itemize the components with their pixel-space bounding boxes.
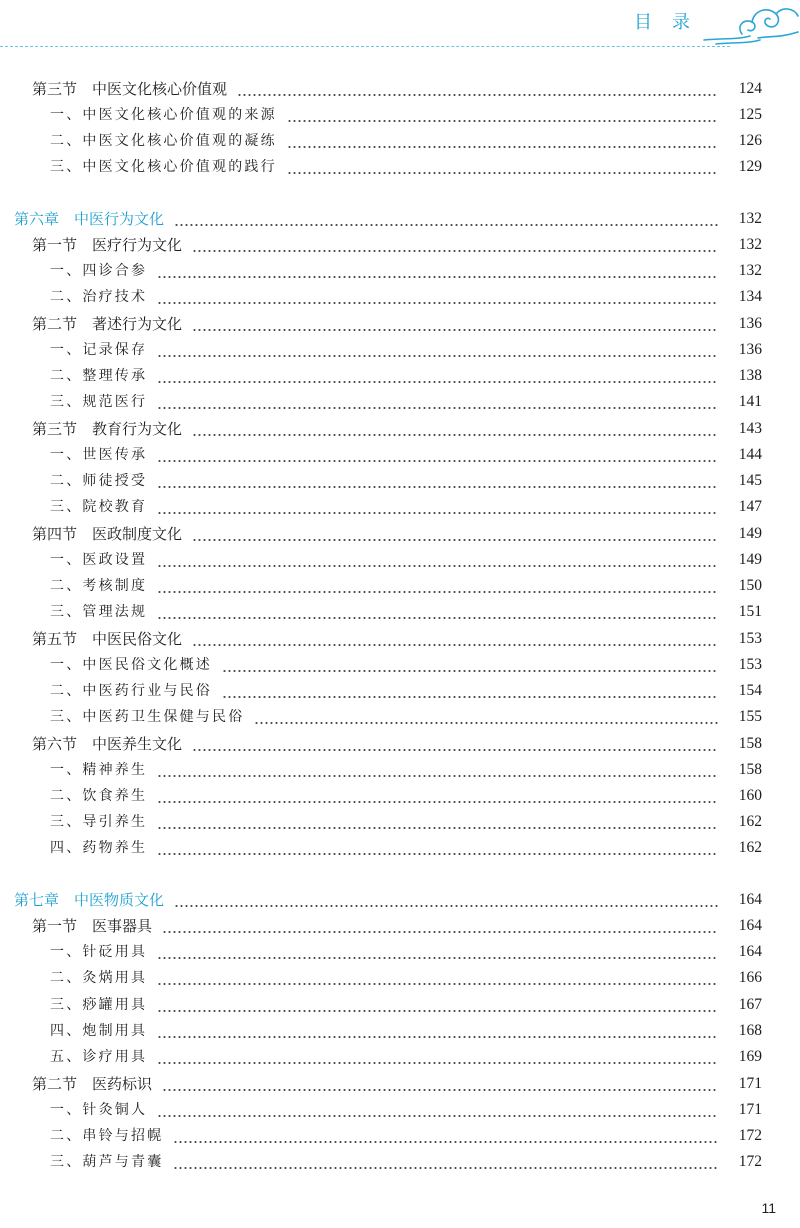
dot-leader [157,1046,718,1068]
toc-entry-title: 三、院校教育 [50,499,148,515]
toc-entry-title: 一、记录保存 [50,342,148,358]
dot-leader [157,811,718,833]
toc-page-number: 138 [738,367,762,384]
toc-entry-item[interactable] [0,783,800,807]
toc-entry-title: 第二节 医药标识 [32,1075,153,1093]
toc-entry-section[interactable] [0,232,800,256]
toc-entry-chapter[interactable] [0,887,800,911]
toc-page-number: 153 [738,630,762,647]
toc-entry-title: 三、痧罐用具 [50,997,148,1013]
toc-entry-title: 二、整理传承 [50,368,148,384]
toc-entry-item[interactable] [0,128,800,152]
dot-leader [157,286,718,308]
toc-page-number: 132 [738,210,762,227]
toc-entry-title: 二、串铃与招幌 [50,1128,164,1144]
toc-page-number: 150 [738,577,762,594]
toc-page-number: 144 [738,446,762,463]
toc-page-number: 136 [738,341,762,358]
toc-entry-item[interactable] [0,573,800,597]
toc-page-number: 129 [738,158,762,175]
toc-page-number: 164 [738,891,762,908]
toc-entry-title: 二、中医文化核心价值观的凝练 [50,133,277,149]
toc-entry-section[interactable] [0,913,800,937]
cloud-ornament-icon [702,0,800,48]
toc-entry-item[interactable] [0,1123,800,1147]
dot-leader [222,654,718,676]
toc-page-number: 151 [738,603,762,620]
toc-page-number: 125 [738,106,762,123]
toc-page-number: 162 [738,839,762,856]
toc-entry-section[interactable] [0,1071,800,1095]
toc-entry-title: 一、针灸铜人 [50,1102,148,1118]
toc-entry-title: 一、医政设置 [50,552,148,568]
toc-entry-title: 二、中医药行业与民俗 [50,683,212,699]
dot-leader [192,628,718,650]
toc-entry-item[interactable] [0,704,800,728]
toc-entry-title: 二、饮食养生 [50,788,148,804]
toc-entry-item[interactable] [0,599,800,623]
dot-leader [157,941,718,963]
dot-leader [192,234,718,256]
toc-page-number: 136 [738,315,762,332]
toc-page-number: 149 [738,525,762,542]
toc-page-number: 153 [738,656,762,673]
toc-entry-title: 第三节 中医文化核心价值观 [32,80,228,98]
toc-entry-title: 五、诊疗用具 [50,1049,148,1065]
toc-entry-item[interactable] [0,102,800,126]
toc-entry-section[interactable] [0,731,800,755]
toc-entry-item[interactable] [0,468,800,492]
toc-entry-item[interactable] [0,1097,800,1121]
toc-page-number: 124 [738,80,762,97]
dot-leader [162,915,718,937]
toc-entry-item[interactable] [0,1018,800,1042]
toc-entry-title: 三、导引养生 [50,814,148,830]
page-number: 11 [761,1200,776,1216]
toc-entry-item[interactable] [0,965,800,989]
toc-entry-section[interactable] [0,521,800,545]
toc-entry-title: 三、管理法规 [50,604,148,620]
toc-page-number: 132 [738,236,762,253]
toc-page-number: 164 [738,917,762,934]
toc-page-number: 171 [738,1075,762,1092]
dot-leader [157,759,718,781]
toc-entry-title: 第四节 医政制度文化 [32,525,183,543]
toc-entry-item[interactable] [0,1044,800,1068]
toc-entry-item[interactable] [0,494,800,518]
toc-entry-title: 四、药物养生 [50,840,148,856]
toc-entry-title: 二、灸焫用具 [50,970,148,986]
toc-page-number: 134 [738,288,762,305]
toc-entry-item[interactable] [0,835,800,859]
toc-page-number: 164 [738,943,762,960]
dot-leader [237,78,718,100]
toc-entry-item[interactable] [0,809,800,833]
toc-entry-title: 一、中医文化核心价值观的来源 [50,107,277,123]
dot-leader [192,523,718,545]
toc-entry-title: 二、治疗技术 [50,289,148,305]
toc-page-number: 147 [738,498,762,515]
toc-entry-title: 一、中医民俗文化概述 [50,657,212,673]
dot-leader [157,365,718,387]
dot-leader [157,470,718,492]
toc-page-number: 126 [738,132,762,149]
dot-leader [157,967,718,989]
dot-leader [222,680,718,702]
toc-page-number: 172 [738,1153,762,1170]
dot-leader [192,313,718,335]
toc-entry-section[interactable] [0,416,800,440]
toc-page-number: 158 [738,761,762,778]
running-header-title: 目录 [634,12,710,33]
toc-entry-title: 第二节 著述行为文化 [32,315,183,333]
dot-leader [157,601,718,623]
toc-entry-title: 二、师徒授受 [50,473,148,489]
toc-entry-section[interactable] [0,626,800,650]
toc-entry-title: 第六章 中医行为文化 [14,210,165,228]
toc-page-number: 172 [738,1127,762,1144]
dot-leader [157,391,718,413]
dot-leader [157,496,718,518]
toc-entry-item[interactable] [0,258,800,282]
toc-entry-item[interactable] [0,154,800,178]
dot-leader [173,1151,718,1173]
toc-entry-section[interactable] [0,311,800,335]
toc-entry-title: 一、精神养生 [50,762,148,778]
toc-page-number: 132 [738,262,762,279]
toc-page-number: 160 [738,787,762,804]
dot-leader [157,549,718,571]
toc-entry-title: 三、中医药卫生保健与民俗 [50,709,245,725]
dot-leader [173,1125,718,1147]
toc-entry-title: 一、四诊合参 [50,263,148,279]
toc-page-number: 158 [738,735,762,752]
toc-entry-title: 第一节 医事器具 [32,917,153,935]
toc-page-number: 143 [738,420,762,437]
dot-leader [157,1099,718,1121]
dot-leader [157,837,718,859]
toc-entry-title: 第三节 教育行为文化 [32,420,183,438]
dot-leader [157,1020,718,1042]
toc-page-number: 167 [738,996,762,1013]
toc-entry-title: 三、规范医行 [50,394,148,410]
toc-entry-item[interactable] [0,284,800,308]
toc-entry-title: 四、炮制用具 [50,1023,148,1039]
dot-leader [287,130,718,152]
dot-leader [157,339,718,361]
dot-leader [174,889,718,911]
toc-entry-item[interactable] [0,547,800,571]
toc-entry-title: 第五节 中医民俗文化 [32,630,183,648]
toc-page-number: 168 [738,1022,762,1039]
toc-page-number: 145 [738,472,762,489]
toc-entry-item[interactable] [0,939,800,963]
toc-entry-chapter[interactable] [0,206,800,230]
toc-entry-item[interactable] [0,757,800,781]
dot-leader [287,156,718,178]
toc-entry-title: 二、考核制度 [50,578,148,594]
dot-leader [192,418,718,440]
toc-page-number: 149 [738,551,762,568]
toc-entry-title: 第一节 医疗行为文化 [32,236,183,254]
toc-entry-item[interactable] [0,389,800,413]
dot-leader [157,575,718,597]
toc-entry-title: 第六节 中医养生文化 [32,735,183,753]
dot-leader [157,444,718,466]
toc-entry-item[interactable] [0,442,800,466]
header-rule [0,46,730,47]
toc-entry-item[interactable] [0,678,800,702]
dot-leader [162,1073,718,1095]
toc-page-number: 155 [738,708,762,725]
toc-entry-title: 三、葫芦与青囊 [50,1154,164,1170]
toc-page-number: 169 [738,1048,762,1065]
toc-entry-item[interactable] [0,992,800,1016]
toc-entry-item[interactable] [0,652,800,676]
toc-entry-title: 第七章 中医物质文化 [14,891,165,909]
dot-leader [174,208,718,230]
dot-leader [157,785,718,807]
toc-entry-section[interactable] [0,76,800,100]
toc-entry-item[interactable] [0,1149,800,1173]
toc-page-number: 166 [738,969,762,986]
toc-page-number: 162 [738,813,762,830]
toc-entry-title: 一、世医传承 [50,447,148,463]
dot-leader [157,994,718,1016]
dot-leader [192,733,718,755]
toc-entry-item[interactable] [0,337,800,361]
dot-leader [254,706,718,728]
dot-leader [287,104,718,126]
toc-entry-title: 一、针砭用具 [50,944,148,960]
toc-entry-title: 三、中医文化核心价值观的践行 [50,159,277,175]
toc-page-number: 154 [738,682,762,699]
toc-page-number: 141 [738,393,762,410]
toc-page-number: 171 [738,1101,762,1118]
toc-entry-item[interactable] [0,363,800,387]
dot-leader [157,260,718,282]
